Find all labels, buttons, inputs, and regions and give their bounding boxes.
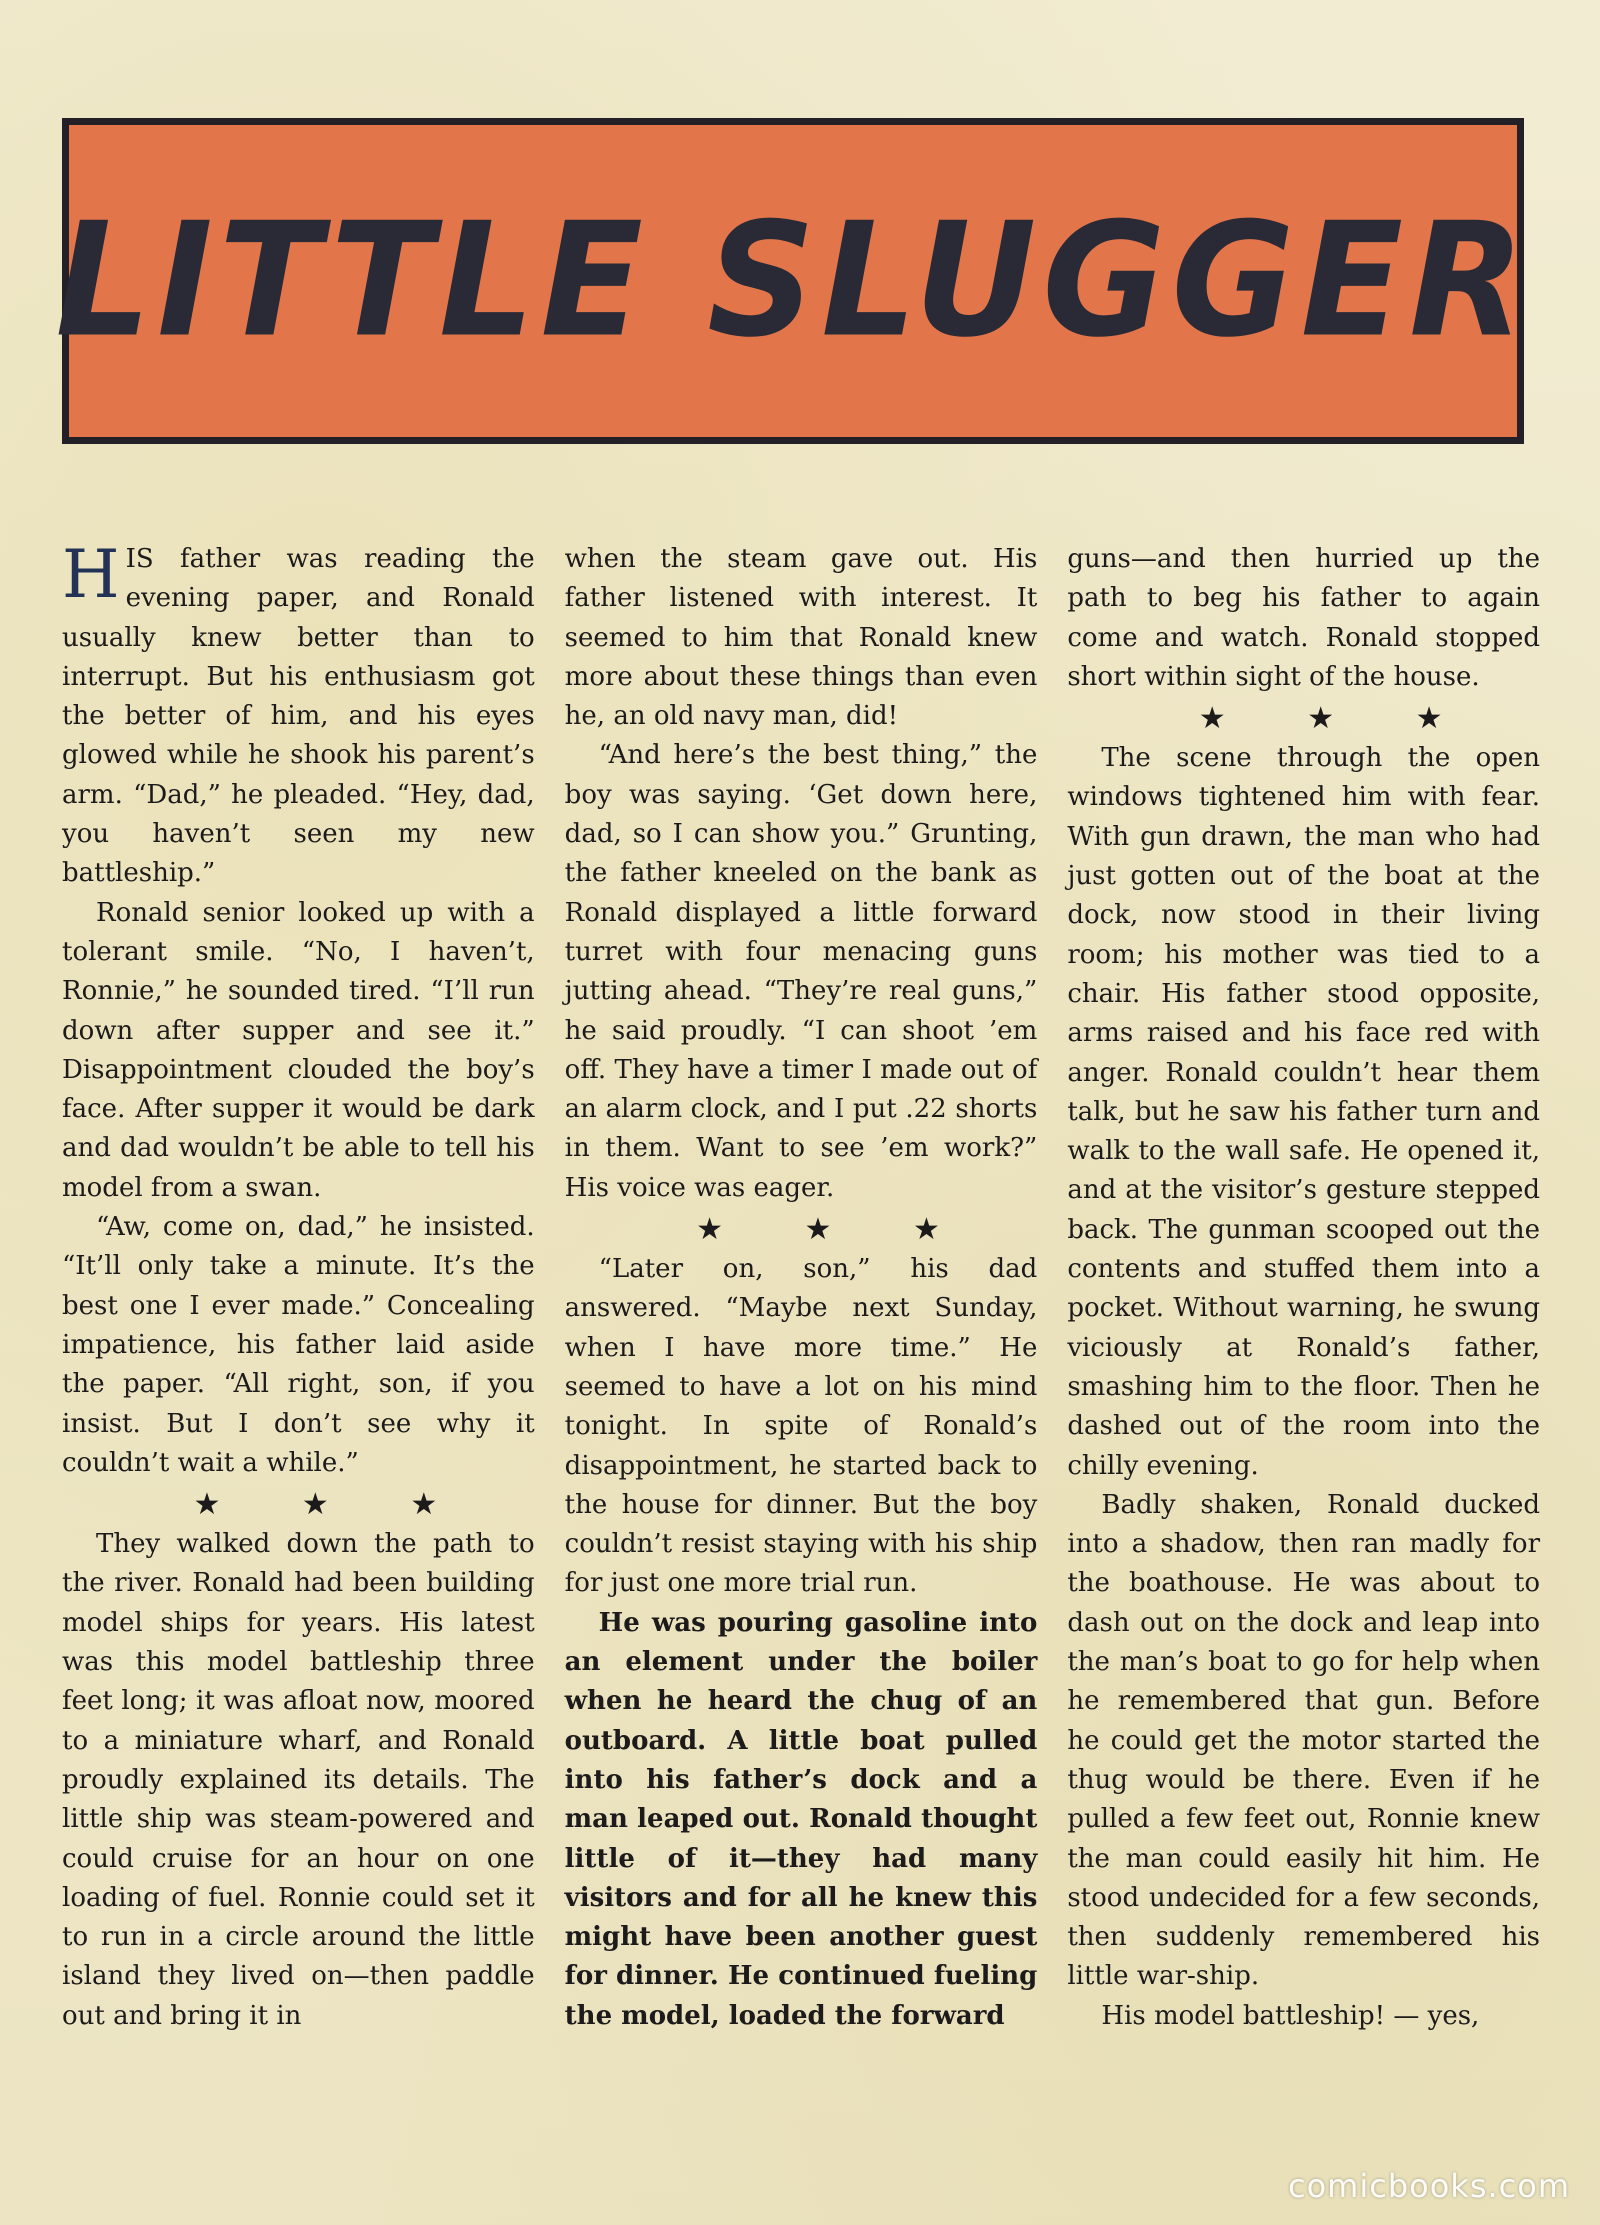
paragraph [62, 536, 535, 894]
paragraph: Ronald senior looked up with a tolerant smile. “No, I haven’t, Ronnie,” he sounded tired. “I’ll run down after supper and see it.” Disappointment clouded the boy’s face. After supper it would be dark and dad wouldn’t be able to tell his model from a swan. [62, 897, 535, 1203]
column-2 [565, 540, 1038, 2140]
section-break-stars: ★ ★ ★ [193, 1487, 474, 1523]
paragraph: The scene through the open windows tightened him with fear. With gun drawn, the man who had just gotten out of the boat at the dock, now stood in their living room; his mother was tied to a chair. His father stood opposite, arms raised and his face red with anger. Ronald couldn’t hear them talk, but he saw his father turn and walk to the wall safe. He opened it, and at the visitor’s gesture stepped back. The gunman scooped out the contents and stuffed them into a pocket. Without warning, he swung viciously at Ronald’s father, smashing him to the floor. Then he dashed out of the room into the chilly evening. [1067, 743, 1541, 1481]
paragraph: guns—and then hurried up the path to beg his father to again come and watch. Ronald stopped short within sight of the house. [1067, 544, 1541, 692]
paragraph: “Later on, son,” his dad answered. “Maybe next Sunday, when I have more time.” He seemed to have a lot on his mind tonight. In spite of Ronald’s disappointment, he started back to the house for dinner. But the boy couldn’t resist staying with his ship for just one more trial run. [564, 1254, 1038, 1599]
watermark: comicbooks.com [1287, 2167, 1570, 2205]
column-1 [62, 536, 535, 2140]
paragraph: His model battleship! — yes, [1101, 2000, 1480, 2031]
paragraph: He was pouring gasoline into an element under the boiler when he heard the chug of an outboard. A little boat pulled into his father’s dock and a man leaped out. Ronald thought little of it—they had many visitors and for all he knew this might have been another guest for dinner. He continued fueling the model, loaded the forward [564, 1607, 1038, 2031]
title-banner [55, 118, 1531, 444]
paragraph: when the steam gave out. His father listened with interest. It seemed to him that Ronald knew more about these things than even he, an old navy man, did! [564, 544, 1038, 732]
column-3 [1067, 540, 1540, 2140]
section-break-stars: ★ ★ ★ [696, 1212, 976, 1248]
story-columns [62, 536, 1541, 2140]
paragraph: “And here’s the best thing,” the boy was saying. ‘Get down here, dad, so I can show you.” Grunting, the father kneeled on the bank as Ronald displayed a little forward turret with four menacing guns jutting ahead. “They’re real guns,” he said proudly. “I can shoot ’em off. They have a timer I made out of an alarm clock, and I put .22 shorts in them. Want to see ’em work?” His voice was eager. [564, 740, 1038, 1203]
paragraph: “Aw, come on, dad,” he insisted. “It’ll only take a minute. It’s the best one I ever made.” Concealing impatience, his father laid aside the paper. “All right, son, if you insist. But I don’t see why it couldn’t wait a while.” [62, 1212, 535, 1478]
story-title: LITTLE SLUGGER [55, 189, 1531, 373]
paragraph: Badly shaken, Ronald ducked into a shadow, then ran madly for the boathouse. He was about to dash out on the dock and leap into the man’s boat to go for help when he remembered that gun. Before he could get the motor started the thug would be there. Even if he pulled a few feet out, Ronnie knew the man could easily hit him. He stood undecided for a few seconds, then suddenly remembered his little war-ship. [1067, 1489, 1541, 1992]
section-break-stars: ★ ★ ★ [1198, 701, 1479, 737]
paragraph-text: IS father was reading the evening paper, and Ronald usually knew better than to interrupt. But his enthusiasm got the better of him, and his eyes glowed while he shook his parent’s arm. “Dad,” he pleaded. “Hey, dad, you haven’t seen my new battleship.” [62, 544, 535, 889]
paragraph: They walked down the path to the river. Ronald had been building model ships for years. His latest was this model battleship three feet long; it was afloat now, moored to a miniature wharf, and Ronald proudly explained its details. The little ship was steam-powered and could cruise for an hour on one loading of fuel. Ronnie could set it to run in a circle around the little island they lived on—then paddle out and bring it in [62, 1529, 535, 2031]
drop-cap: H [62, 536, 120, 613]
